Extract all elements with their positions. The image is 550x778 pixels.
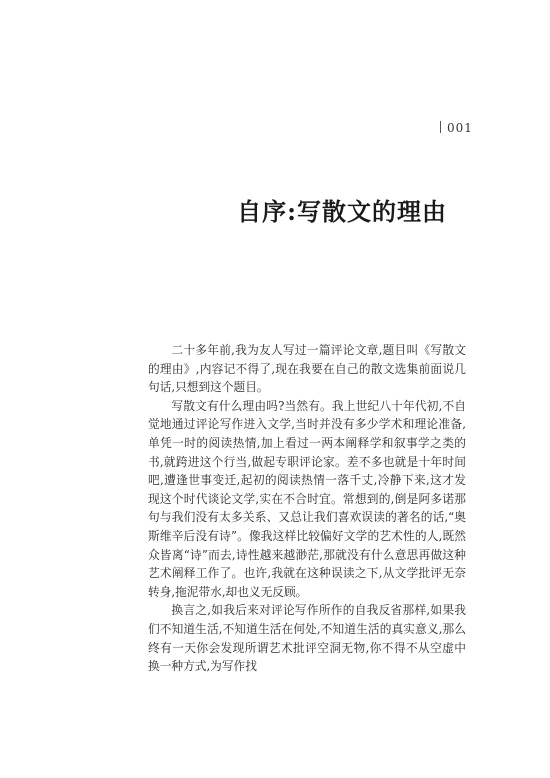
page-number-label: 001 xyxy=(447,121,473,135)
paragraph: 换言之,如我后来对评论写作所作的自我反省那样,如果我们不知道生活,不知道生活在何处,不知道生活的真实意义,那么终有一天你会发现所谓艺术批评空洞无物,你不得不从空虚中换一种方式,为写作找 xyxy=(148,603,466,674)
page-number xyxy=(440,121,473,135)
paragraph: 二十多年前,我为友人写过一篇评论文章,题目叫《写散文的理由》,内容记不得了,现在我要在自己的散文选集前面说几句话,只想到这个题目。 xyxy=(148,343,466,395)
body-text xyxy=(148,341,466,676)
page-number-divider xyxy=(440,121,441,133)
paragraph: 写散文有什么理由吗?当然有。我上世纪八十年代初,不自觉地通过评论写作进入文学,当时并没有多少学术和理论准备,单凭一时的阅读热情,加上看过一两本阐释学和叙事学之类的书,就跨进这个行当,做起专职评论家。差不多也就是十年时间吧,遭逢世事变迁,起初的阅读热情一落千丈,冷静下来,这才发现这个时代谈论文学,实在不合时宜。常想到的,倒是阿多诺那句与我们没有太多关系、又总让我们喜欢误读的著名的话,“奥斯维辛后没有诗”。像我这样比较偏好文学的艺术性的人,既然众皆离“诗”而去,诗性越来越渺茫,那就没有什么意思再做这种艺术阐释工作了。也许,我就在这种误读之下,从文学批评无奈转身,拖泥带水,却也义无反顾。 xyxy=(148,398,466,599)
chapter-title: 自序:写散文的理由 xyxy=(237,197,447,227)
